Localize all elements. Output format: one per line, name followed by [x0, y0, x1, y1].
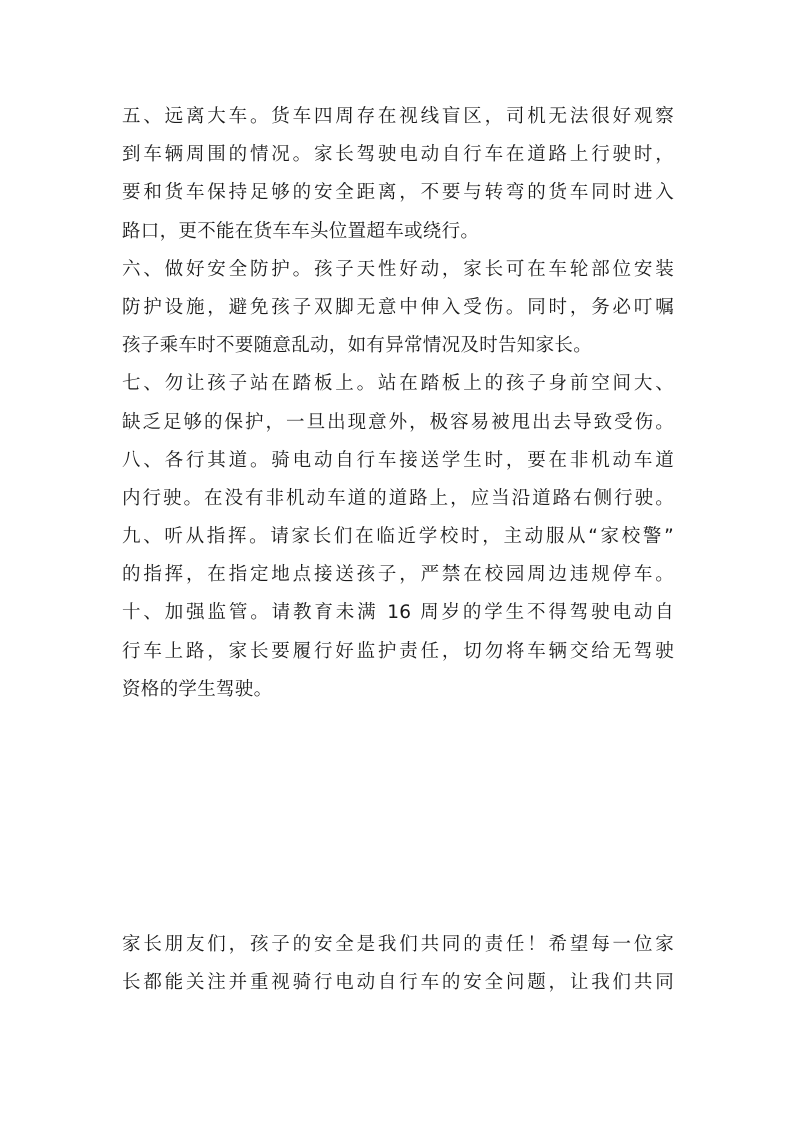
text-line: 资格的学生驾驶。: [122, 678, 273, 700]
tip-paragraph-8: [122, 442, 674, 518]
text-line: 长都能关注并重视骑行电动自行车的安全问题，让我们共同: [122, 972, 674, 994]
text-line: 八、各行其道。骑电动自行车接送学生时，要在非机动车道: [122, 449, 674, 471]
text-line: 七、勿让孩子站在踏板上。站在踏板上的孩子身前空间大、: [122, 373, 674, 395]
text-line: 要和货车保持足够的安全距离，不要与转弯的货车同时进入: [122, 182, 674, 204]
text-line: 行车上路，家长要履行好监护责任，切勿将车辆交给无驾驶: [122, 640, 674, 662]
text-line: 缺乏足够的保护，一旦出现意外，极容易被甩出去导致受伤。: [122, 411, 674, 433]
tip-paragraph-9: [122, 518, 674, 594]
tip-paragraph-10: [122, 594, 674, 709]
text-line: 家长朋友们，孩子的安全是我们共同的责任！希望每一位家: [122, 934, 674, 955]
tip-paragraph-7: [122, 365, 674, 441]
text-line: 到车辆周围的情况。家长驾驶电动自行车在道路上行驶时，: [122, 144, 674, 166]
text-line: 孩子乘车时不要随意乱动，如有异常情况及时告知家长。: [122, 335, 593, 357]
text-line: 的指挥，在指定地点接送孩子，严禁在校园周边违规停车。: [122, 564, 674, 586]
text-line: 内行驶。在没有非机动车道的道路上，应当沿道路右侧行驶。: [122, 487, 674, 509]
text-line: 九、听从指挥。请家长们在临近学校时，主动服从“家校警”: [122, 526, 674, 548]
text-line: 六、做好安全防护。孩子天性好动，家长可在车轮部位安装: [122, 258, 674, 280]
closing-paragraph: [122, 926, 674, 1002]
safety-tips-section: [122, 98, 674, 709]
tip-paragraph-6: [122, 251, 674, 366]
text-line: 十、加强监管。请教育未满 16 周岁的学生不得驾驶电动自: [122, 602, 674, 624]
text-line: 防护设施，避免孩子双脚无意中伸入受伤。同时，务必叮嘱: [122, 296, 674, 318]
text-line: 路口，更不能在货车车头位置超车或绕行。: [122, 220, 480, 242]
tip-paragraph-5: [122, 98, 674, 251]
text-line: 五、远离大车。货车四周存在视线盲区，司机无法很好观察: [122, 106, 674, 127]
